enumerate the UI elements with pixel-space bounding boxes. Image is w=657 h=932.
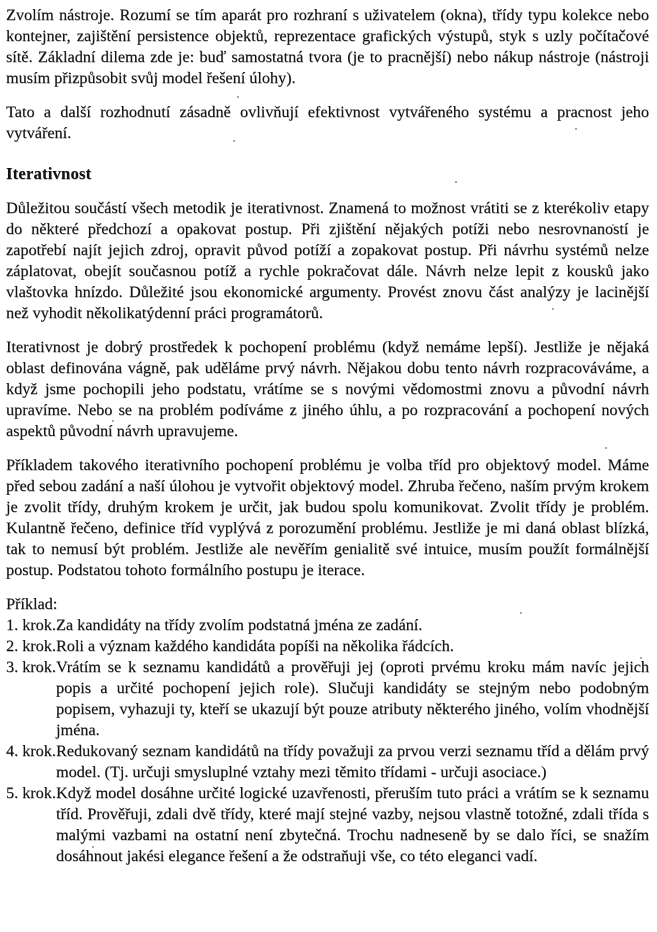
step-text: Roli a význam každého kandidáta popíši na několika řádcích. bbox=[56, 637, 454, 655]
scan-speck bbox=[605, 447, 607, 449]
step-item-4 bbox=[6, 741, 649, 783]
scan-speck bbox=[455, 181, 457, 183]
step-marker: 4. krok. bbox=[6, 742, 56, 760]
scan-speck bbox=[520, 612, 522, 614]
paragraph-tools: Zvolím nástroje. Rozumí se tím aparát pro rozhraní s uživatelem (okna), třídy typu kolekce nebo kontejner, zajištění persistence objektů, reprezentace grafických výstupů, styk s uzly počítačové sítě. Základní dilema zde je: buď samostatná tvora (je to pracnější) nebo nákup nástroje (nástroji musím přizpůsobit svůj model řešení úlohy). bbox=[6, 6, 649, 87]
step-item-3 bbox=[6, 657, 649, 741]
step-text: Vrátím se k seznamu kandidátů a prověřuji jej (oproti prvému kroku mám navíc jejich popis a určité pochopení jejich role). Slučuji kandidáty se stejným nebo podobným popisem, vyhazuji ty, kteří se ukazují být pouze atributy některého jiného, volím vhodnější jména. bbox=[56, 658, 649, 739]
section-heading-iterativnost: Iterativnost bbox=[6, 164, 92, 183]
step-marker: 2. krok. bbox=[6, 637, 56, 655]
scan-speck bbox=[92, 846, 94, 848]
step-text: Redukovaný seznam kandidátů na třídy považuji za prvou verzi seznamu tříd a dělám prvý model. (Tj. určuji smysluplné vztahy mezi těmito třídami - určuji asociace.) bbox=[56, 742, 649, 781]
step-marker: 1. krok. bbox=[6, 616, 56, 634]
scan-speck bbox=[237, 96, 239, 98]
step-item-2 bbox=[6, 636, 649, 657]
step-item-1 bbox=[6, 615, 649, 636]
step-marker: 3. krok. bbox=[6, 658, 56, 676]
scan-speck bbox=[245, 312, 247, 314]
scan-speck bbox=[575, 128, 577, 130]
step-text: Za kandidáty na třídy zvolím podstatná jména ze zadání. bbox=[56, 616, 423, 634]
step-item-5 bbox=[6, 783, 649, 867]
scan-speck bbox=[612, 224, 614, 226]
scan-speck bbox=[618, 350, 620, 352]
paragraph-iterativity-intro: Důležitou součástí všech metodik je iterativnost. Znamená to možnost vrátiti se z kterékoliv etapy do některé předchozí a opakovat postup. Při zjištění nějakých potíži nebo nesrovnaností je zapotřebí najít jejich zdroj, opravit původ potíží a zopakovat postup. Při návrhu systémů nelze záplatovat, obejít současnou potíž a rychle pokračovat dále. Návrh nelze lepit z kousků jako vlaštovka hnízdo. Důležité jsou ekonomické argumenty. Provést znovu část analýzy je lacinější než vyhodit několikatýdenní práci programátorů. bbox=[6, 199, 649, 322]
step-text: Když model dosáhne určité logické uzavřenosti, přeruším tuto práci a vrátím se k seznamu tříd. Prověřuji, zdali dvě třídy, které mají stejné vazby, nejsou vlastně totožné, zdali třída s malými vazbami na ostatní není zbytečná. Trochu nadneseně by se dalo říci, se snažím dosáhnout jakési elegance řešení a že odstraňuji vše, co této eleganci vadí. bbox=[56, 784, 649, 865]
paragraph-iterativity-understanding: Iterativnost je dobrý prostředek k pochopení problému (když nemáme lepší). Jestliže je nějaká oblast definována vágně, pak uděláme prvý návrh. Nějakou dobu tento návrh rozpracováváme, a když jsme pochopili jeho podstatu, vrátíme se s novými vědomostmi znovu a původní návrh upravíme. Nebo se na problém podíváme z jiného úhlu, a po rozpracování a pochopení nových aspektů původní návrh upravujeme. bbox=[6, 338, 649, 440]
scan-speck bbox=[552, 308, 554, 310]
paragraph-decisions: Tato a další rozhodnutí zásadně ovlivňují efektivnost vytvářeného systému a pracnost jeho vytváření. bbox=[6, 103, 649, 142]
scan-speck bbox=[112, 420, 114, 422]
steps-list bbox=[6, 615, 649, 867]
example-label: Příklad: bbox=[6, 595, 58, 613]
scan-speck bbox=[233, 140, 235, 142]
paragraph-class-selection: Příkladem takového iterativního pochopení problému je volba tříd pro objektový model. Máme před sebou zadání a naší úlohou je vytvořit objektový model. Zhruba řečeno, naším prvým krokem je zvolit třídy, druhým krokem je určit, jak budou spolu komunikovat. Zvolit třídy je problém. Kulantně řečeno, definice tříd vyplývá z porozumění problému. Jestliže je mi daná oblast blízká, tak to nemusí být problém. Jestliže ale nevěřím genialitě své intuice, musím použít formálnější postup. Podstatou tohoto formálního postupu je iterace. bbox=[6, 456, 649, 579]
scan-speck bbox=[640, 657, 642, 659]
step-marker: 5. krok. bbox=[6, 784, 56, 802]
